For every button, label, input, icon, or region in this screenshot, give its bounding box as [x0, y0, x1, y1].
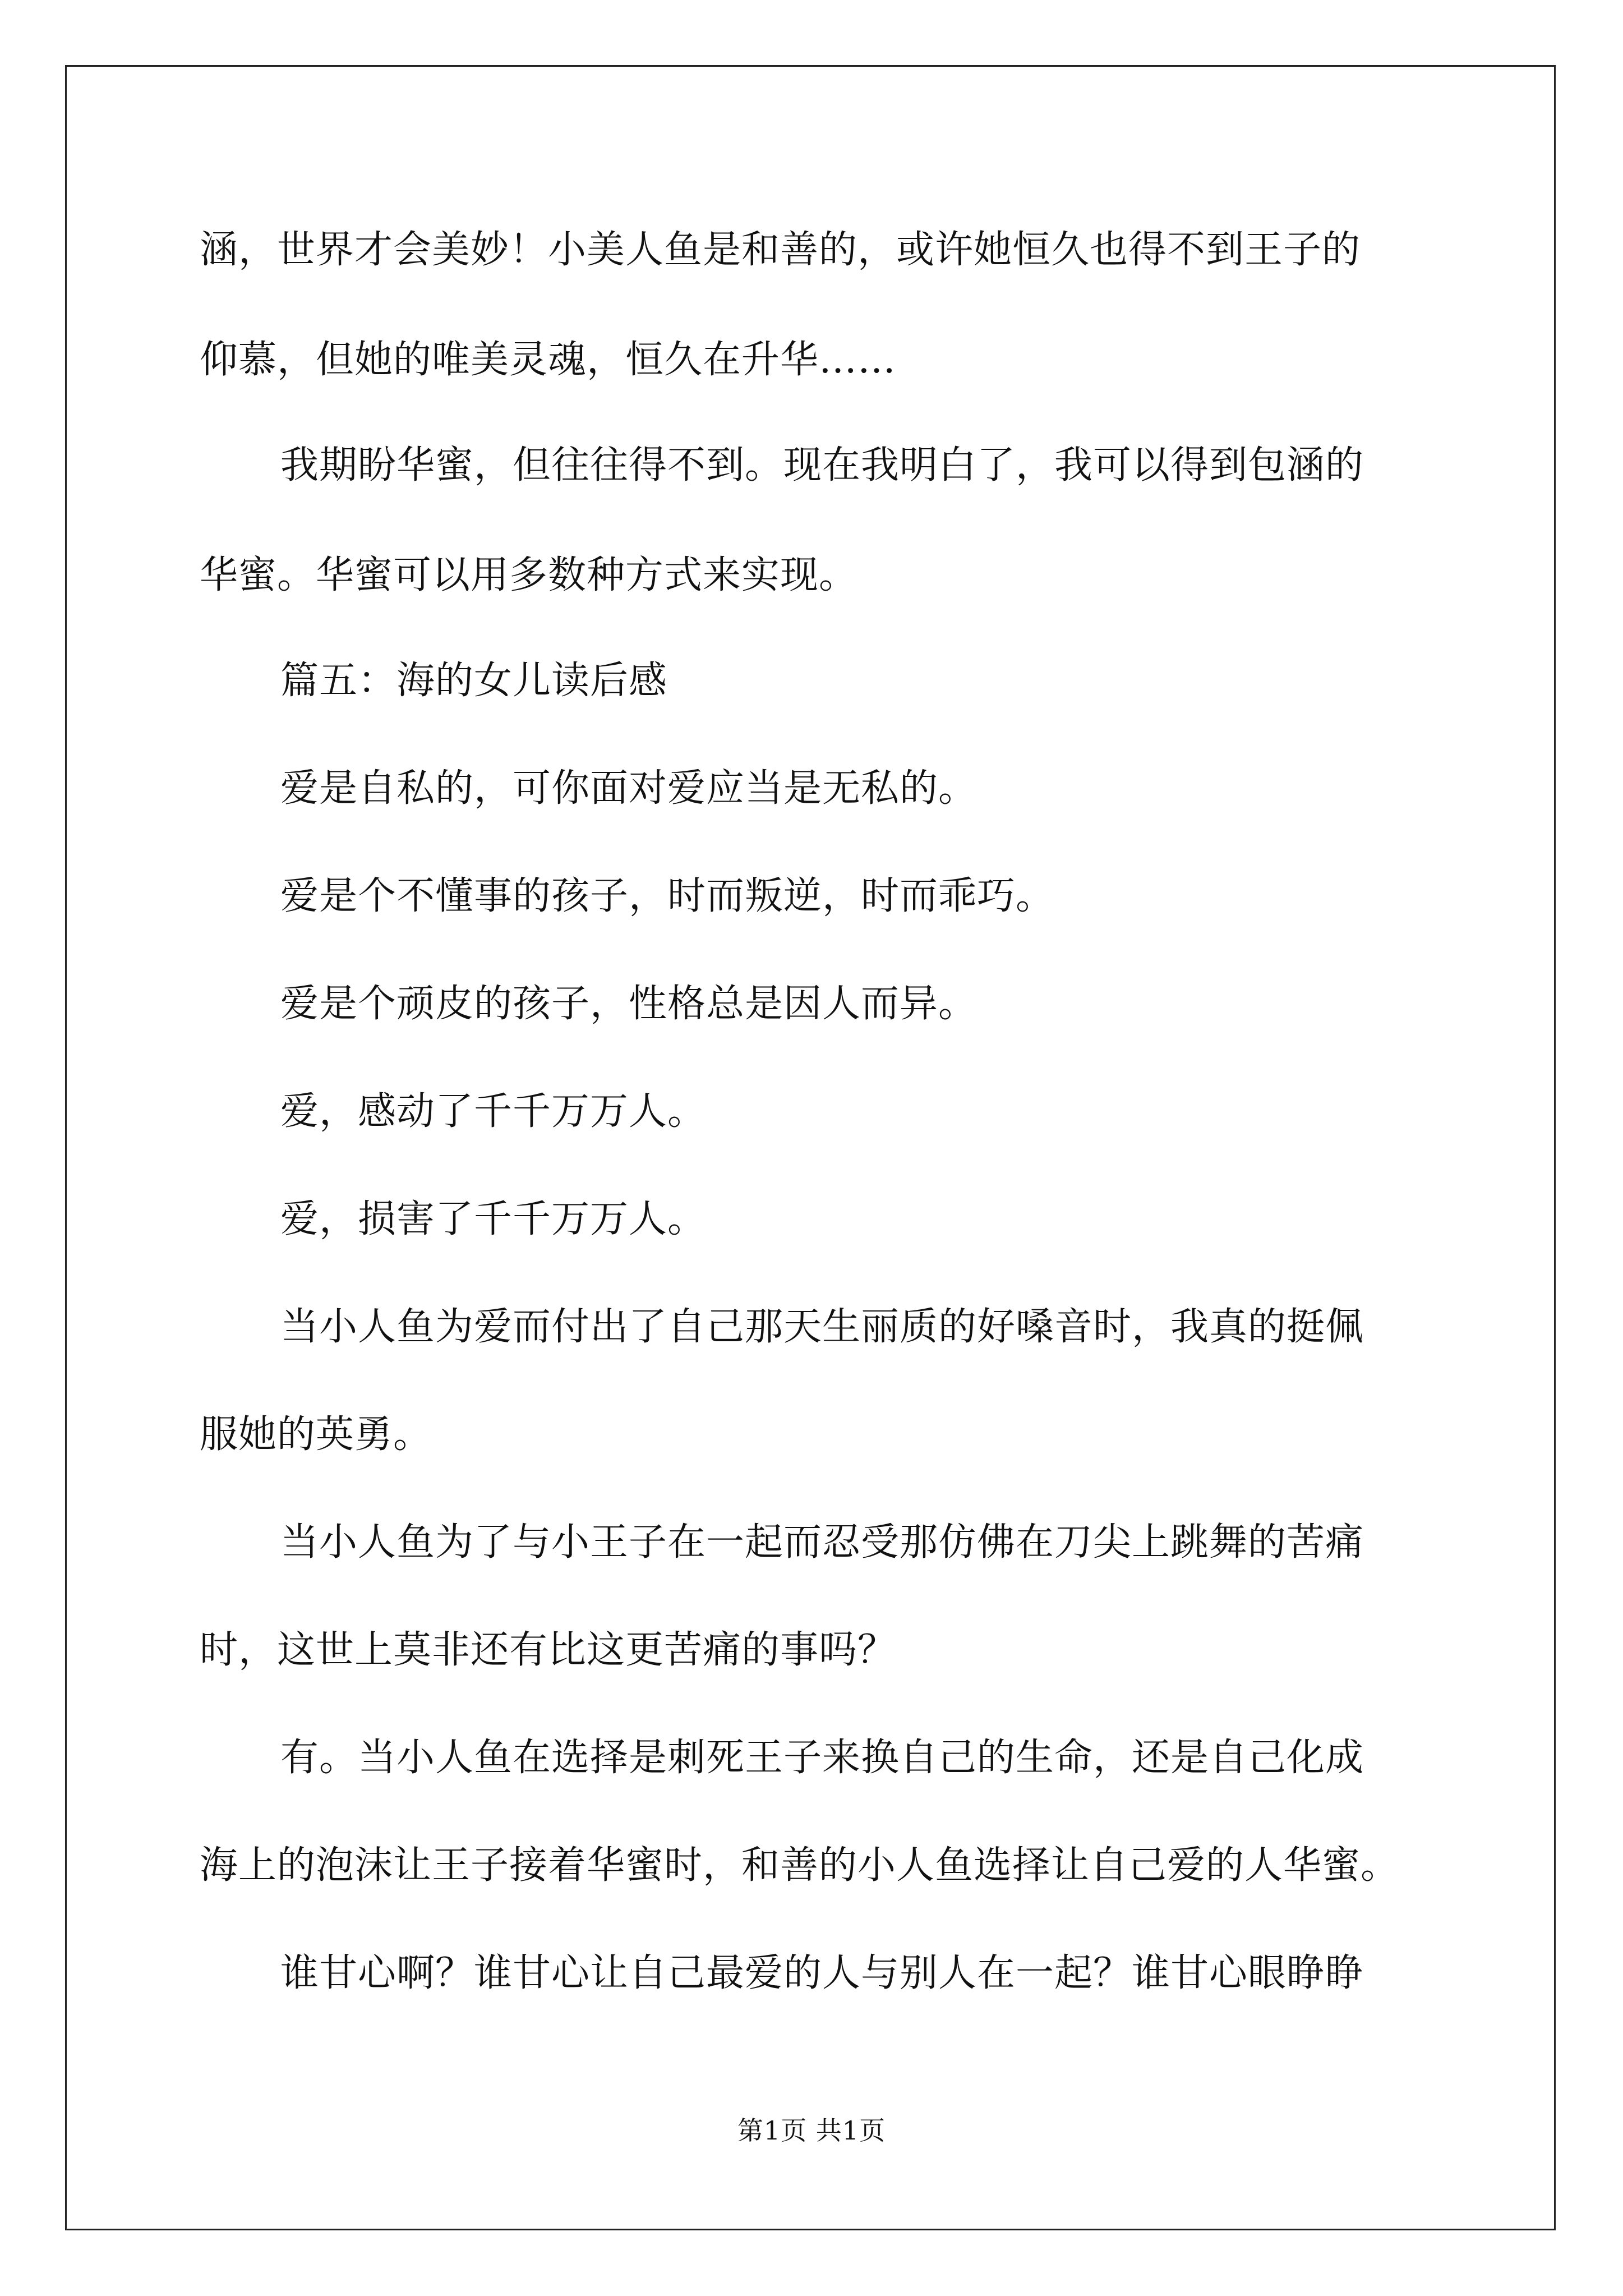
text-line-8: 爱是个顽皮的孩子，性格总是因人而异。 [280, 982, 978, 1026]
text-line-2: 仰慕，但她的唯美灵魂，恒久在升华…… [200, 338, 897, 382]
text-line-1: 涵，世界才会美妙！小美人鱼是和善的，或许她恒久也得不到王子的 [200, 228, 1361, 272]
text-line-11: 当小人鱼为爱而付出了自己那天生丽质的好嗓音时，我真的挺佩 [280, 1305, 1364, 1349]
text-line-16: 海上的泡沫让王子接着华蜜时，和善的小人鱼选择让自己爱的人华蜜。 [200, 1843, 1400, 1888]
text-line-15: 有。当小人鱼在选择是刺死王子来换自己的生命，还是自己化成 [280, 1736, 1364, 1780]
text-line-9: 爱，感动了千千万万人。 [280, 1089, 707, 1134]
section-heading: 篇五：海的女儿读后感 [280, 659, 668, 703]
text-line-6: 爱是自私的，可你面对爱应当是无私的。 [280, 766, 978, 811]
text-line-12: 服她的英勇。 [200, 1412, 432, 1457]
text-line-4: 华蜜。华蜜可以用多数种方式来实现。 [200, 553, 858, 597]
text-line-7: 爱是个不懂事的孩子，时而叛逆，时而乖巧。 [280, 874, 1055, 918]
text-line-3: 我期盼华蜜，但往往得不到。现在我明白了，我可以得到包涵的 [280, 443, 1364, 487]
text-line-17: 谁甘心啊？谁甘心让自己最爱的人与别人在一起？谁甘心眼睁睁 [280, 1951, 1364, 1995]
text-line-10: 爱，损害了千千万万人。 [280, 1197, 707, 1241]
text-line-13: 当小人鱼为了与小王子在一起而忍受那仿佛在刀尖上跳舞的苦痛 [280, 1520, 1364, 1565]
page-footer: 第1页 共1页 [737, 2115, 886, 2146]
text-line-14: 时，这世上莫非还有比这更苦痛的事吗？ [200, 1628, 897, 1672]
page-frame [65, 65, 1556, 2230]
